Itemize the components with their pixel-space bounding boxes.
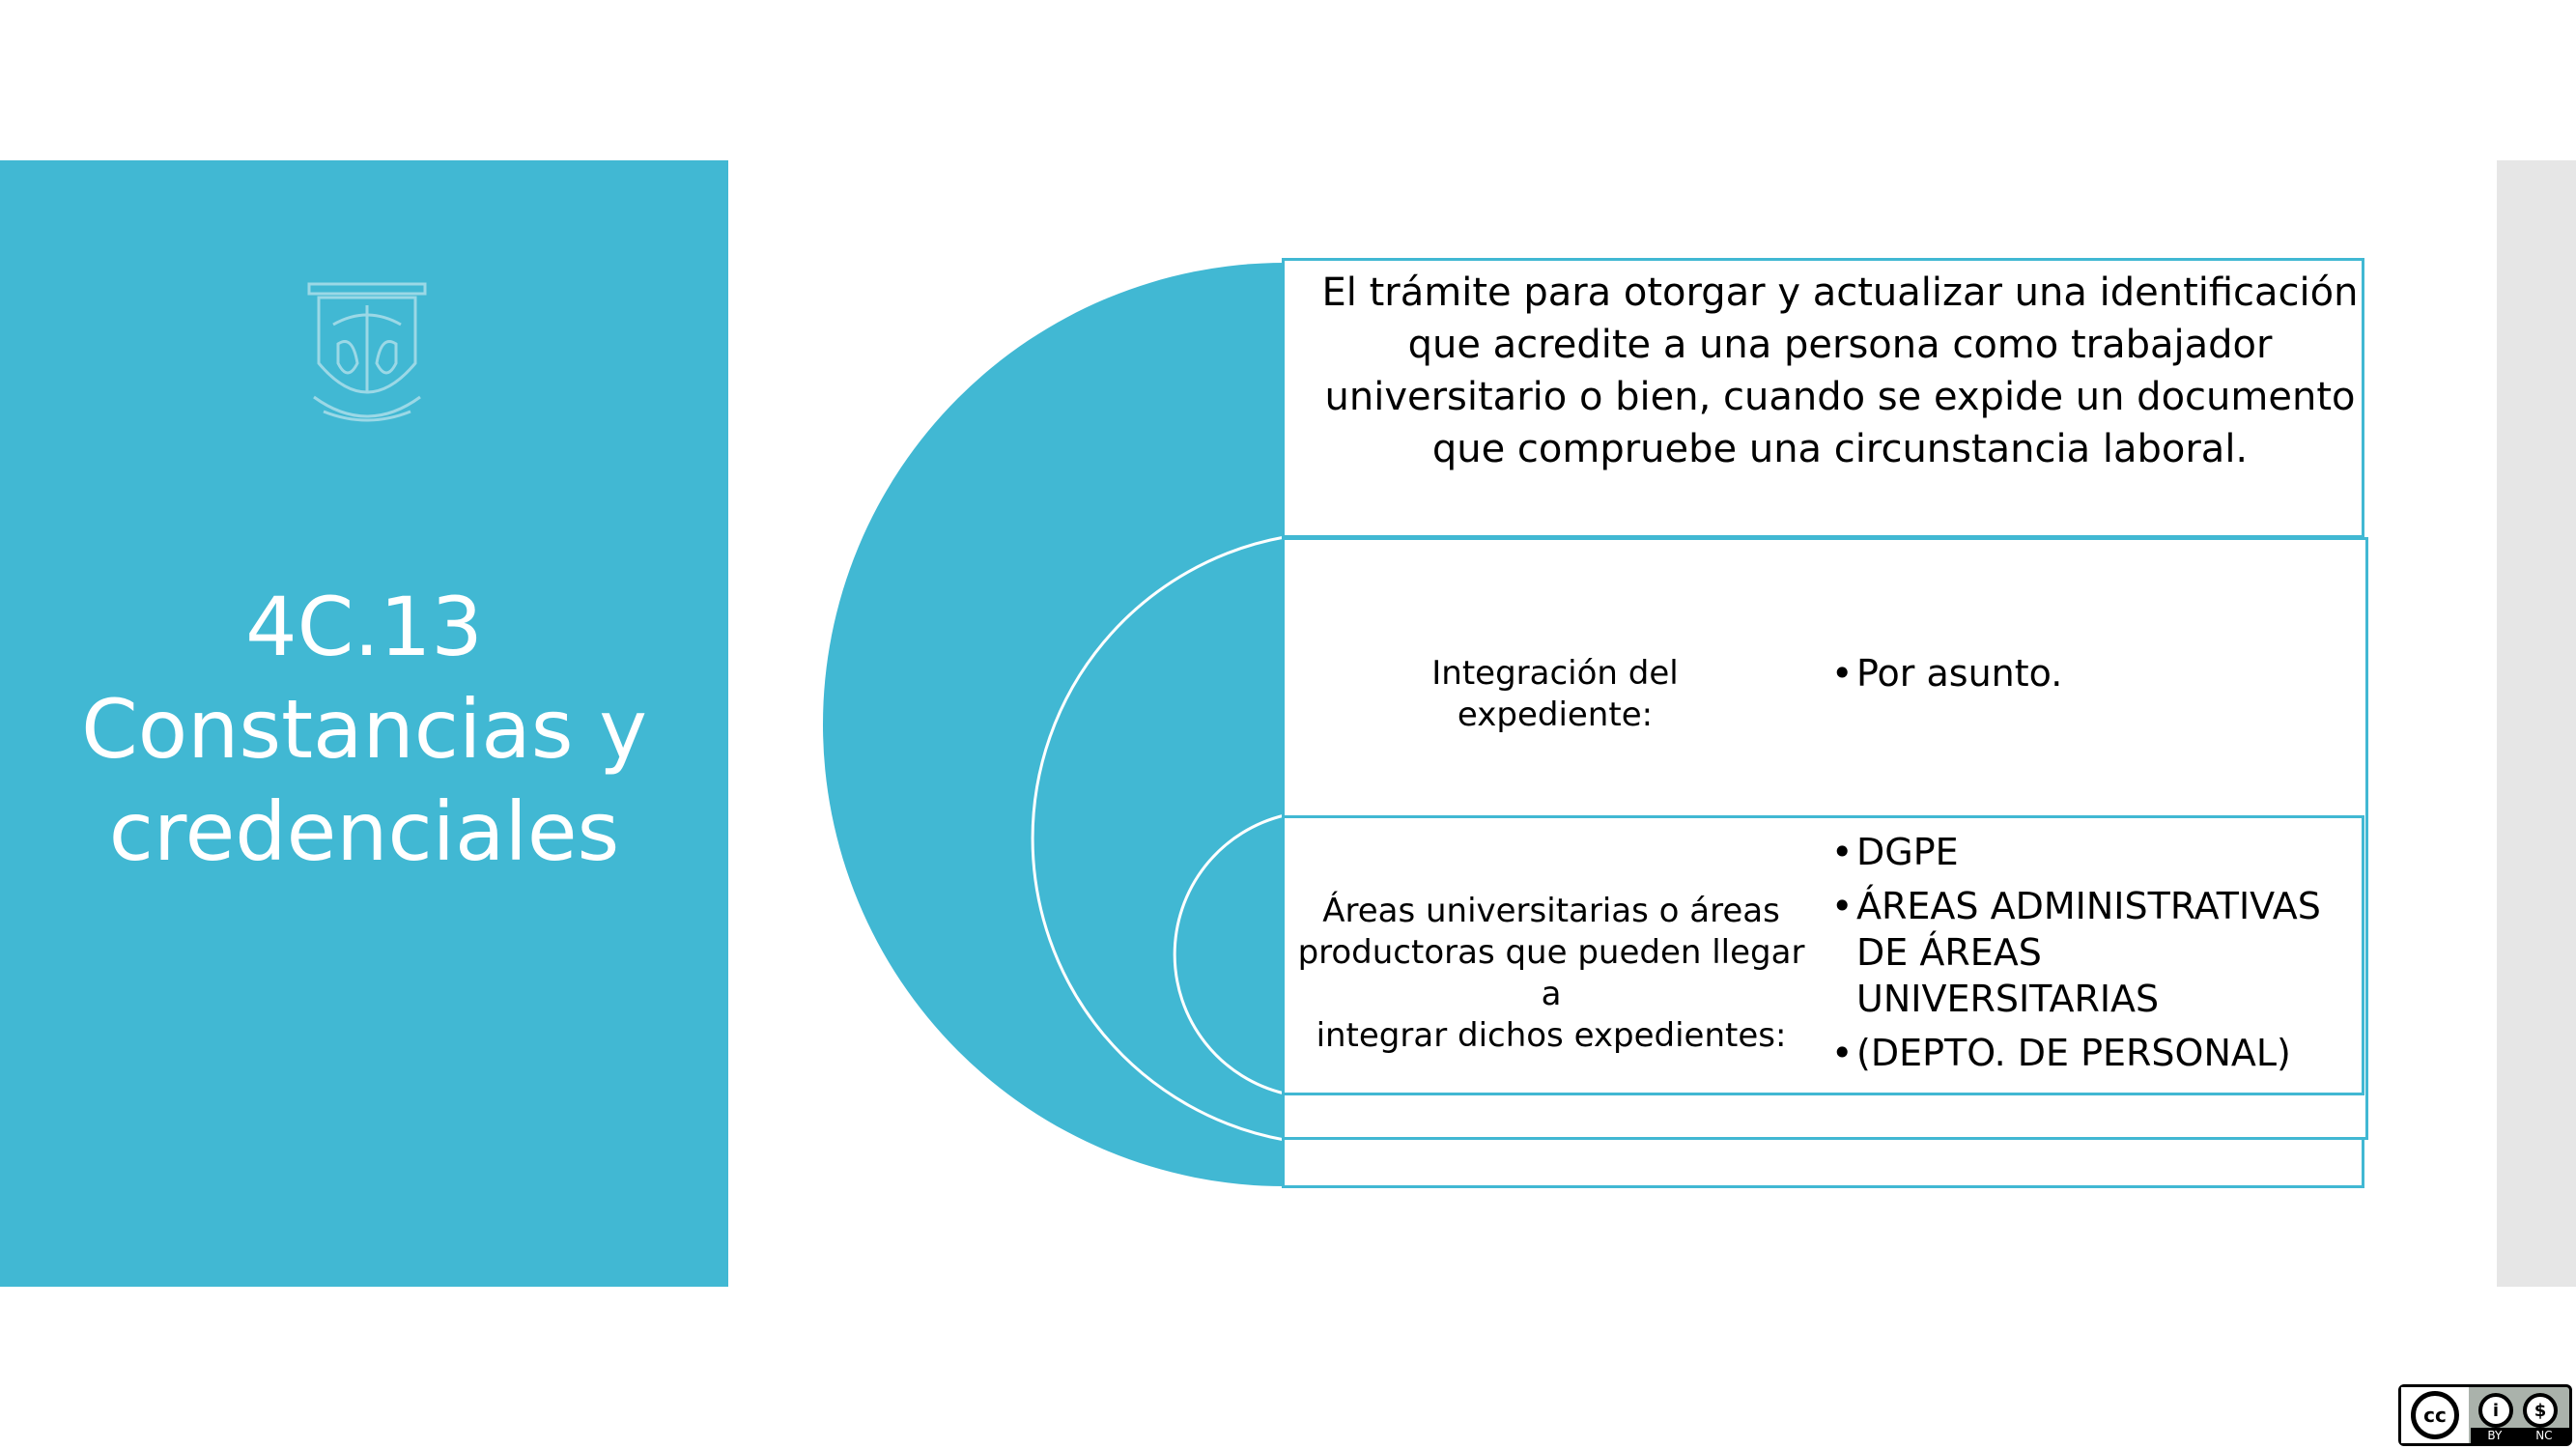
list-item: • (DEPTO. DE PERSONAL) xyxy=(1831,1030,2353,1076)
list-item: • DGPE xyxy=(1831,829,2353,875)
description-line: que compruebe una circunstancia laboral. xyxy=(1431,427,2249,471)
cc-logo-icon: cc xyxy=(2411,1391,2459,1439)
cc-by-nc-icon xyxy=(2398,1384,2572,1446)
title-line: 4C.13 xyxy=(245,580,483,674)
nc-label: NC xyxy=(2535,1429,2553,1442)
areas-label xyxy=(1290,891,1812,1057)
areas-label-line: integrar dichos expedientes: xyxy=(1316,1016,1787,1055)
cc-icon xyxy=(2401,1387,2469,1443)
attribution-icon: i xyxy=(2478,1393,2513,1428)
list-item: • ÁREAS ADMINISTRATIVAS DE ÁREAS UNIVERSITARIAS xyxy=(1831,883,2353,1022)
description-line: universitario o bien, cuando se expide un documento xyxy=(1324,375,2356,419)
integration-list xyxy=(1831,650,2334,704)
areas-label-line: productoras que pueden llegar a xyxy=(1297,933,1805,1013)
areas-list xyxy=(1831,829,2353,1084)
license-labels xyxy=(2471,1428,2569,1443)
description-text xyxy=(1285,267,2395,475)
description-line: que acredite a una persona como trabajador xyxy=(1407,323,2273,367)
title-line: Constancias y xyxy=(81,682,647,777)
description-line: El trámite para otorgar y actualizar una identificación xyxy=(1321,270,2359,315)
integration-label: Integración del expediente: xyxy=(1431,654,1679,734)
areas-label-line: Áreas universitarias o áreas xyxy=(1322,892,1780,930)
by-label: BY xyxy=(2487,1429,2503,1442)
list-item: • Por asunto. xyxy=(1831,650,2334,696)
noncommercial-icon: $ xyxy=(2523,1393,2558,1428)
title-line: credenciales xyxy=(108,784,620,879)
